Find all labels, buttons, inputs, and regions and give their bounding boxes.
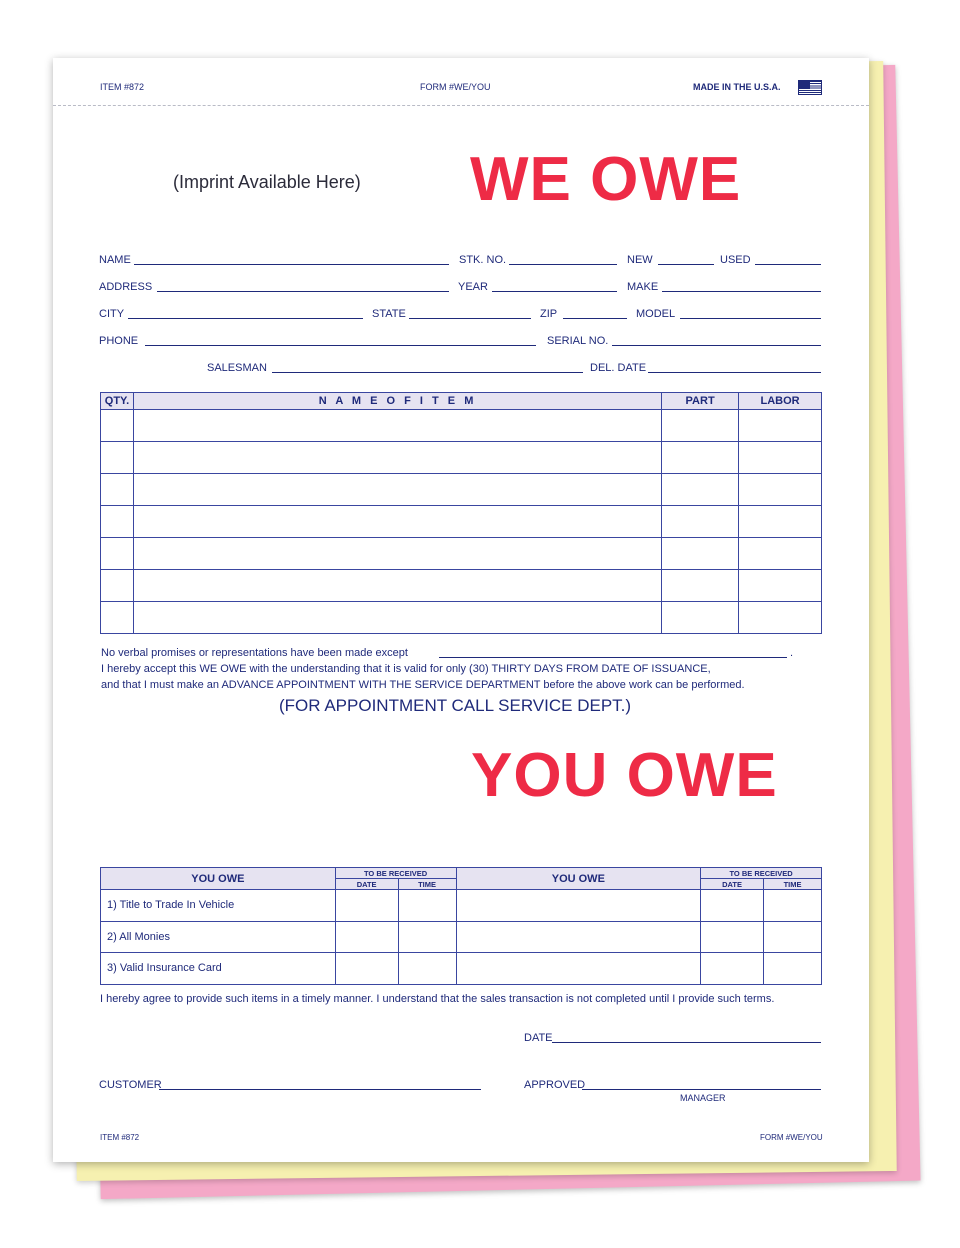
qty-cell[interactable] — [101, 602, 134, 634]
date-cell[interactable] — [701, 953, 764, 985]
you-owe-cell[interactable] — [456, 953, 701, 985]
footer-item-number: ITEM #872 — [100, 1133, 140, 1142]
date-cell[interactable] — [335, 953, 398, 985]
verbal-promises-text: No verbal promises or representations have been made except — [101, 647, 408, 659]
we-owe-items-table — [100, 392, 822, 634]
acceptance-text: I hereby accept this WE OWE with the understanding that it is valid for only (30) THIRTY DAYS FROM DATE OF ISSUANCE, — [101, 663, 711, 675]
qty-cell[interactable] — [101, 442, 134, 474]
labor-cell[interactable] — [739, 442, 822, 474]
table-row — [101, 602, 822, 634]
agreement-text: I hereby agree to provide such items in a timely manner. I understand that the sales transaction is not completed until I provide such terms. — [100, 993, 775, 1005]
zip-label: ZIP — [540, 308, 558, 320]
table-row — [101, 538, 822, 570]
table-row — [101, 442, 822, 474]
header-item-number: ITEM #872 — [100, 82, 145, 92]
we-owe-title: WE OWE — [470, 145, 742, 214]
model-label: MODEL — [636, 308, 676, 320]
verbal-promises-period: . — [790, 647, 794, 659]
table-row — [101, 474, 822, 506]
part-cell[interactable] — [662, 442, 739, 474]
signature-date-field[interactable] — [552, 1042, 821, 1043]
state-field[interactable] — [409, 318, 531, 319]
you-owe-cell[interactable] — [456, 890, 701, 922]
manager-label: MANAGER — [680, 1093, 726, 1103]
insurance-card-item: 3) Valid Insurance Card — [101, 953, 336, 985]
item-name-cell[interactable] — [133, 442, 661, 474]
form-sheet — [53, 58, 869, 1162]
date-cell[interactable] — [335, 890, 398, 922]
table-row — [101, 890, 822, 922]
item-name-cell[interactable] — [133, 506, 661, 538]
year-field[interactable] — [492, 291, 617, 292]
state-label: STATE — [372, 308, 406, 320]
del-date-field[interactable] — [648, 372, 821, 373]
address-label: ADDRESS — [99, 281, 153, 293]
item-name-cell[interactable] — [133, 538, 661, 570]
salesman-label: SALESMAN — [207, 362, 267, 374]
new-field[interactable] — [658, 264, 714, 265]
table-row — [101, 506, 822, 538]
city-label: CITY — [99, 308, 125, 320]
date-cell[interactable] — [335, 921, 398, 953]
qty-cell[interactable] — [101, 538, 134, 570]
city-field[interactable] — [128, 318, 363, 319]
labor-cell[interactable] — [739, 410, 822, 442]
you-owe-column-header: YOU OWE — [456, 868, 701, 890]
imprint-placeholder: (Imprint Available Here) — [173, 172, 361, 192]
phone-field[interactable] — [145, 345, 536, 346]
make-field[interactable] — [662, 291, 821, 292]
labor-column-header: LABOR — [739, 393, 822, 410]
approved-signature-field[interactable] — [582, 1089, 821, 1090]
qty-cell[interactable] — [101, 410, 134, 442]
item-name-cell[interactable] — [133, 410, 661, 442]
time-cell[interactable] — [764, 921, 822, 953]
us-flag-icon — [798, 80, 822, 95]
footer-form-number: FORM #WE/YOU — [760, 1133, 823, 1142]
appointment-requirement-text: and that I must make an ADVANCE APPOINTMENT WITH THE SERVICE DEPARTMENT before the above work can be performed. — [101, 679, 745, 691]
qty-cell[interactable] — [101, 506, 134, 538]
make-label: MAKE — [627, 281, 659, 293]
you-owe-column-header: YOU OWE — [101, 868, 336, 890]
to-be-received-header: TO BE RECEIVED — [701, 868, 822, 879]
table-row — [101, 953, 822, 985]
labor-cell[interactable] — [739, 538, 822, 570]
customer-signature-field[interactable] — [159, 1089, 481, 1090]
all-monies-item: 2) All Monies — [101, 921, 336, 953]
date-cell[interactable] — [701, 921, 764, 953]
new-label: NEW — [627, 254, 653, 266]
name-label: NAME — [99, 254, 131, 266]
time-subheader: TIME — [398, 879, 456, 890]
part-cell[interactable] — [662, 602, 739, 634]
part-cell[interactable] — [662, 570, 739, 602]
part-cell[interactable] — [662, 410, 739, 442]
used-field[interactable] — [755, 264, 821, 265]
salesman-field[interactable] — [272, 372, 583, 373]
date-subheader: DATE — [701, 879, 764, 890]
labor-cell[interactable] — [739, 570, 822, 602]
table-row — [101, 921, 822, 953]
exceptions-field[interactable] — [439, 657, 787, 658]
serial-no-label: SERIAL NO. — [547, 335, 609, 347]
stk-no-field[interactable] — [509, 264, 617, 265]
approved-label: APPROVED — [524, 1079, 586, 1091]
time-cell[interactable] — [764, 953, 822, 985]
customer-label: CUSTOMER — [99, 1079, 162, 1091]
serial-no-field[interactable] — [612, 345, 821, 346]
item-name-cell[interactable] — [133, 570, 661, 602]
title-trade-in-item: 1) Title to Trade In Vehicle — [101, 890, 336, 922]
time-subheader: TIME — [764, 879, 822, 890]
zip-field[interactable] — [563, 318, 627, 319]
you-owe-cell[interactable] — [456, 921, 701, 953]
name-field[interactable] — [134, 264, 449, 265]
appointment-call-text: (FOR APPOINTMENT CALL SERVICE DEPT.) — [279, 696, 632, 715]
labor-cell[interactable] — [739, 506, 822, 538]
model-field[interactable] — [680, 318, 821, 319]
qty-cell[interactable] — [101, 570, 134, 602]
labor-cell[interactable] — [739, 474, 822, 506]
del-date-label: DEL. DATE — [590, 362, 647, 374]
year-label: YEAR — [458, 281, 488, 293]
you-owe-table — [100, 867, 822, 985]
perforation-line — [53, 105, 869, 106]
table-row — [101, 410, 822, 442]
made-in-usa-label: MADE IN THE U.S.A. — [693, 82, 781, 92]
part-cell[interactable] — [662, 538, 739, 570]
you-owe-title: YOU OWE — [471, 741, 778, 810]
date-label: DATE — [524, 1032, 553, 1044]
part-cell[interactable] — [662, 506, 739, 538]
to-be-received-header: TO BE RECEIVED — [335, 868, 456, 879]
time-cell[interactable] — [398, 921, 456, 953]
date-subheader: DATE — [335, 879, 398, 890]
phone-label: PHONE — [99, 335, 139, 347]
qty-column-header: QTY. — [101, 393, 134, 410]
table-row — [101, 570, 822, 602]
used-label: USED — [720, 254, 751, 266]
header-form-number: FORM #WE/YOU — [420, 82, 491, 92]
item-name-cell[interactable] — [133, 474, 661, 506]
time-cell[interactable] — [398, 953, 456, 985]
address-field[interactable] — [157, 291, 449, 292]
qty-cell[interactable] — [101, 474, 134, 506]
item-name-cell[interactable] — [133, 602, 661, 634]
date-cell[interactable] — [701, 890, 764, 922]
stk-no-label: STK. NO. — [459, 254, 507, 266]
item-name-column-header: N A M E O F I T E M — [133, 393, 661, 410]
part-cell[interactable] — [662, 474, 739, 506]
labor-cell[interactable] — [739, 602, 822, 634]
time-cell[interactable] — [764, 890, 822, 922]
part-column-header: PART — [662, 393, 739, 410]
time-cell[interactable] — [398, 890, 456, 922]
